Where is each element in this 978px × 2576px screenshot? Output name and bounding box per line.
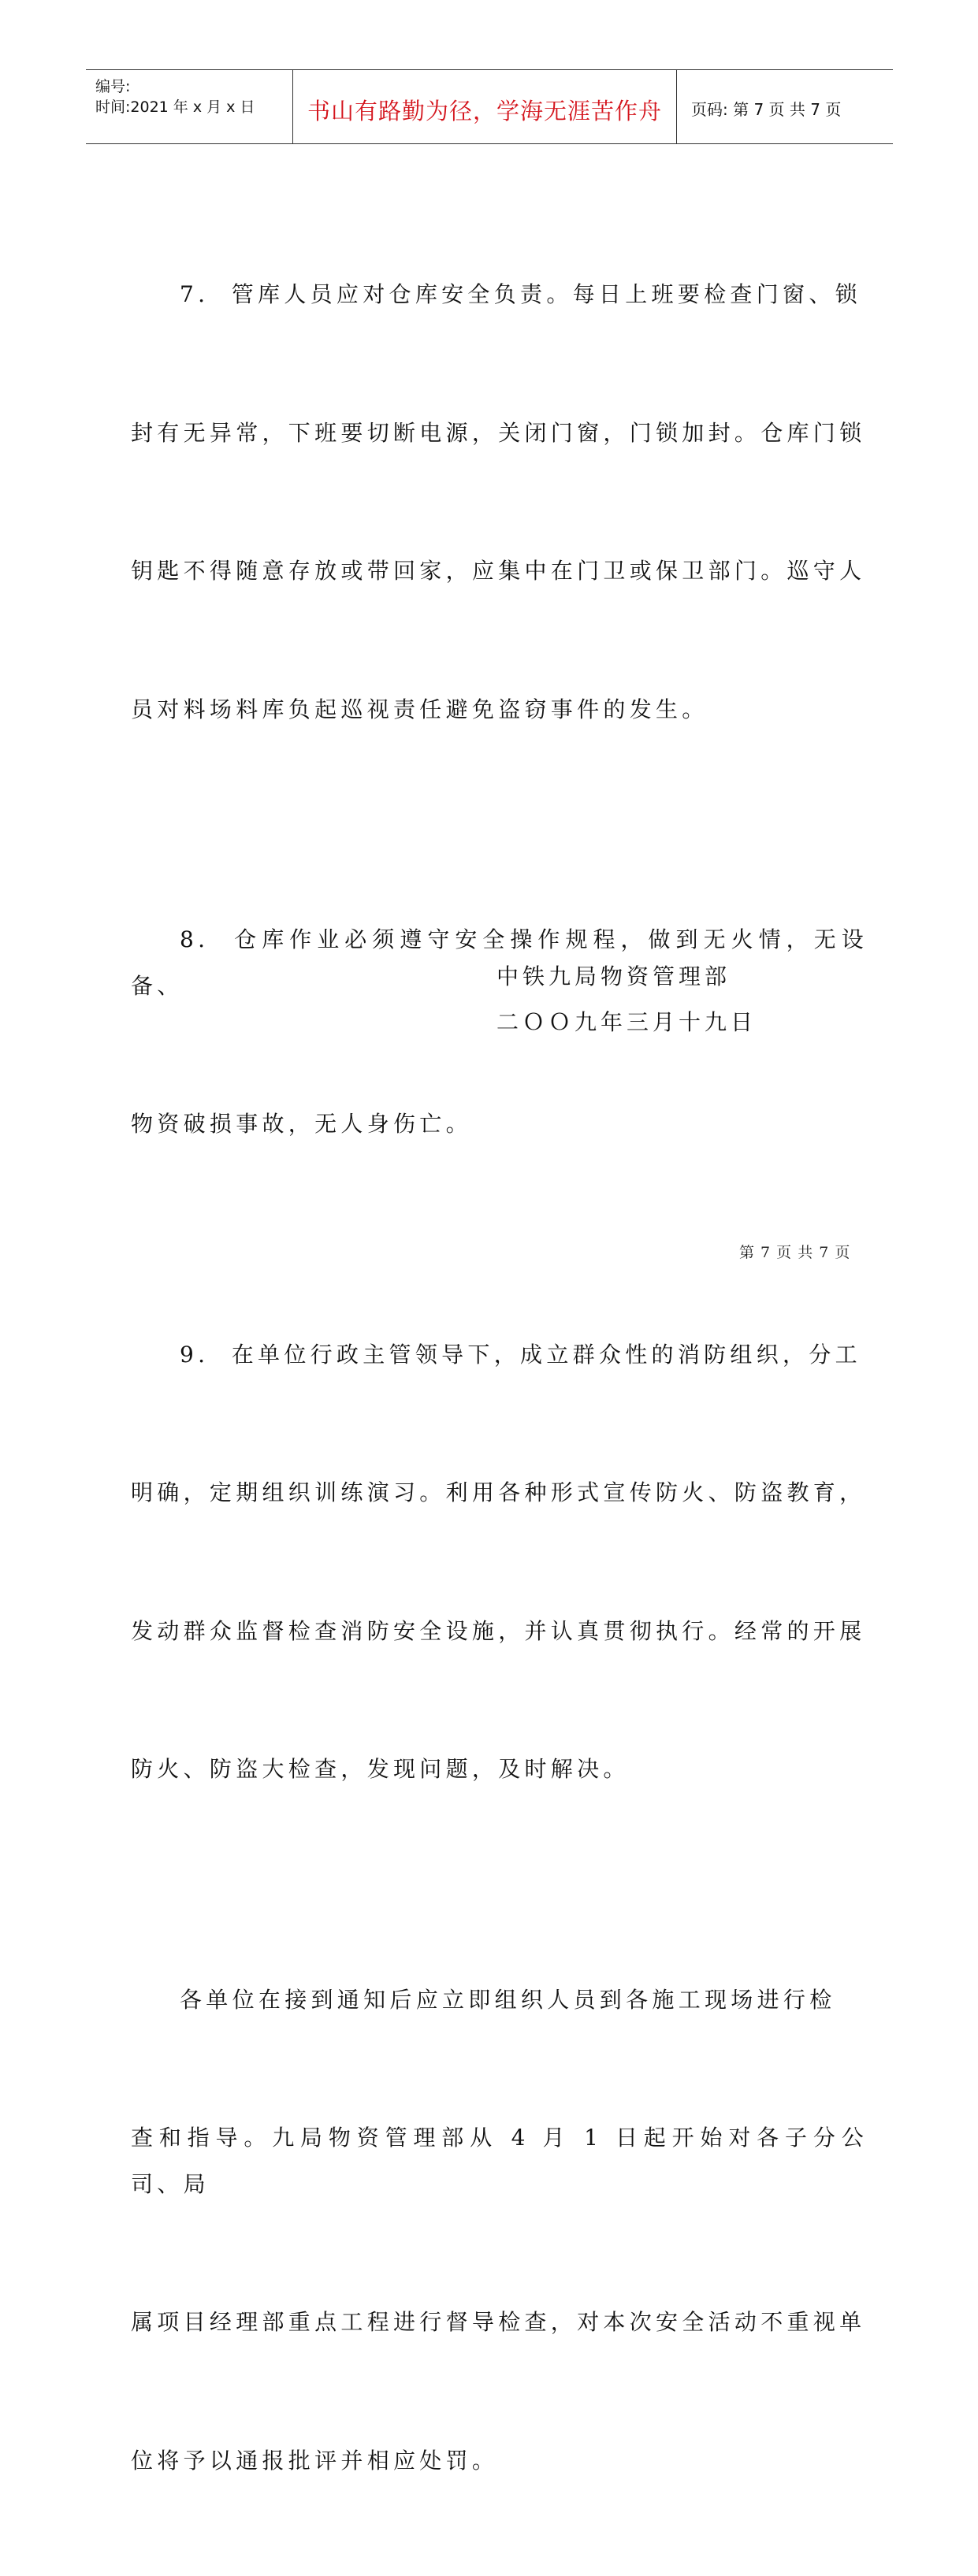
- paragraph-closing: [131, 1885, 868, 2576]
- paragraph-item-7: [131, 180, 868, 825]
- paragraph-line: 属项目经理部重点工程进行督导检查，对本次安全活动不重视单: [131, 2299, 868, 2346]
- header-page-label: 页码: 第 7 页 共 7 页: [691, 97, 841, 120]
- header-page-cell: [677, 70, 893, 143]
- paragraph-line: 明确，定期组织训练演习。利用各种形式宣传防火、防盗教育，: [131, 1470, 868, 1516]
- paragraph-line: 发动群众监督检查消防安全设施，并认真贯彻执行。经常的开展: [131, 1609, 868, 1655]
- paragraph-line: 封有无异常，下班要切断电源，关闭门窗，门锁加封。仓库门锁: [131, 410, 868, 457]
- signature-date: 二ＯＯ九年三月十九日: [496, 1005, 757, 1037]
- paragraph-line: 查和指导。九局物资管理部从 4 月 1 日起开始对各子分公司、局: [131, 2115, 868, 2207]
- paragraph-item-9: [131, 1240, 868, 1885]
- paragraph-line: 各单位在接到通知后应立即组织人员到各施工现场进行检: [131, 1977, 868, 2024]
- paragraph-line: 员对料场料库负起巡视责任避免盗窃事件的发生。: [131, 687, 868, 733]
- header-motto-cell: [292, 70, 677, 143]
- paragraph-line: 7. 管库人员应对仓库安全负责。每日上班要检查门窗、锁: [131, 272, 868, 318]
- signature-organization: 中铁九局物资管理部: [496, 960, 731, 991]
- paragraph-line: 9. 在单位行政主管领导下，成立群众性的消防组织，分工: [131, 1332, 868, 1379]
- paragraph-line: 防火、防盗大检查，发现问题，及时解决。: [131, 1746, 868, 1793]
- header-meta-cell: [86, 70, 292, 143]
- paragraph-line: 8. 仓库作业必须遵守安全操作规程，做到无火情，无设备、: [131, 917, 868, 1009]
- header-motto: 书山有路勤为径，学海无涯苦作舟: [293, 94, 676, 126]
- paragraph-line: 物资破损事故，无人身伤亡。: [131, 1101, 868, 1148]
- document-header: [86, 69, 893, 144]
- time-label: 时间:2021 年 x 月 x 日: [95, 95, 255, 117]
- document-body: [131, 180, 868, 2576]
- paragraph-line: 钥匙不得随意存放或带回家，应集中在门卫或保卫部门。巡守人: [131, 548, 868, 595]
- page-footer: 第 7 页 共 7 页: [739, 1241, 850, 1262]
- paragraph-line: 位将予以通报批评并相应处罚。: [131, 2438, 868, 2485]
- number-label: 编号:: [95, 75, 130, 96]
